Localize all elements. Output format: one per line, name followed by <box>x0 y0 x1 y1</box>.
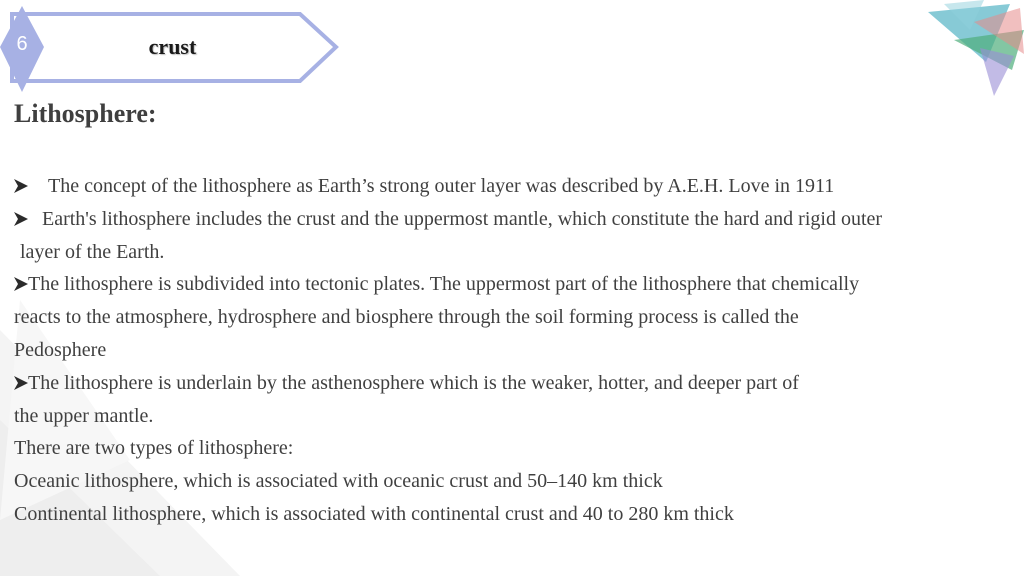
bullet-continuation: the upper mantle. <box>14 404 154 427</box>
arrowhead-bullet-icon <box>14 376 28 390</box>
section-heading: Lithosphere: <box>14 99 157 128</box>
bullet-item <box>14 367 1014 400</box>
paragraph: Oceanic lithosphere, which is associated with oceanic crust and 50–140 km thick <box>14 470 663 493</box>
bullet-continuation: reacts to the atmosphere, hydrosphere and biosphere through the soil forming process is called the <box>14 306 799 329</box>
bullet-item <box>14 170 1014 203</box>
slide-title: crust <box>148 34 197 59</box>
arrowhead-bullet-icon <box>14 277 28 291</box>
paragraph: There are two types of lithosphere: <box>14 437 294 460</box>
bullet-text: Earth's lithosphere includes the crust and the uppermost mantle, which constitute the hard and rigid outer <box>42 207 883 230</box>
arrowhead-bullet-icon <box>14 179 28 193</box>
content-body <box>14 170 1014 531</box>
slide-number: 6 <box>16 33 28 55</box>
paragraph: Continental lithosphere, which is associated with continental crust and 40 to 280 km thick <box>14 502 734 525</box>
bullet-text: The lithosphere is underlain by the asthenosphere which is the weaker, hotter, and deeper part of <box>28 371 799 394</box>
arrowhead-bullet-icon <box>14 212 28 226</box>
corner-decoration <box>914 0 1024 98</box>
bullet-continuation: Pedosphere <box>14 338 107 361</box>
bullet-continuation: layer of the Earth. <box>20 240 165 263</box>
bullet-item <box>14 268 1014 301</box>
bullet-text: The lithosphere is subdivided into tectonic plates. The uppermost part of the lithosphere that chemically <box>28 273 860 296</box>
bullet-text: The concept of the lithosphere as Earth’s strong outer layer was described by A.E.H. Love in 1911 <box>48 175 835 197</box>
bullet-item <box>14 203 1014 236</box>
